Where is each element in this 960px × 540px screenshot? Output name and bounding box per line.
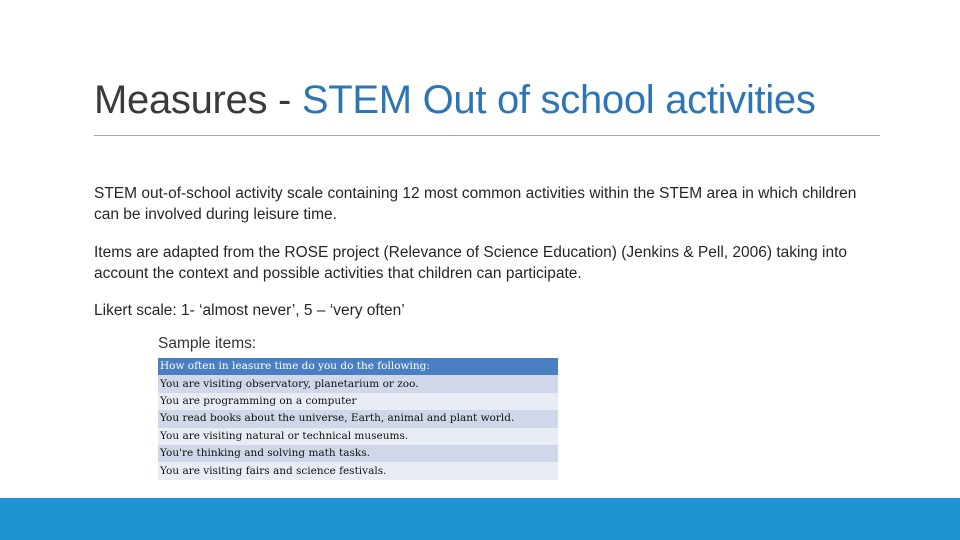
title-divider (94, 135, 880, 136)
title-main: Measures - (94, 78, 302, 122)
table-row (158, 445, 558, 462)
paragraph-scale-description: STEM out-of-school activity scale containing 12 most common activities within the STEM area in which children can be involved during leisure time. (94, 185, 857, 223)
paragraph-likert-scale: Likert scale: 1- ‘almost never’, 5 – ‘very often’ (94, 302, 405, 319)
title-accent: STEM Out of school activities (301, 78, 816, 122)
table-cell: You are programming on a computer (158, 393, 558, 410)
table-cell: You are visiting fairs and science festivals. (158, 462, 558, 479)
sample-items-table (158, 358, 558, 480)
table-cell: You're thinking and solving math tasks. (158, 445, 558, 462)
table-row (158, 462, 558, 479)
slide-title (94, 78, 816, 123)
footer-bar (0, 498, 960, 540)
table-row (158, 428, 558, 445)
table-cell: You read books about the universe, Earth, animal and plant world. (158, 410, 558, 427)
table-header-row (158, 358, 558, 375)
table-row (158, 410, 558, 427)
table-header-cell: How often in leasure time do you do the following: (158, 358, 558, 375)
table-cell: You are visiting natural or technical museums. (158, 428, 558, 445)
table-row (158, 393, 558, 410)
sample-items-label: Sample items: (158, 335, 257, 352)
paragraph-rose-source: Items are adapted from the ROSE project (Relevance of Science Education) (Jenkins & Pell, 2006) taking into account the context and possible activities that children can participate. (94, 244, 847, 282)
table-row (158, 375, 558, 392)
table-cell: You are visiting observatory, planetarium or zoo. (158, 375, 558, 392)
